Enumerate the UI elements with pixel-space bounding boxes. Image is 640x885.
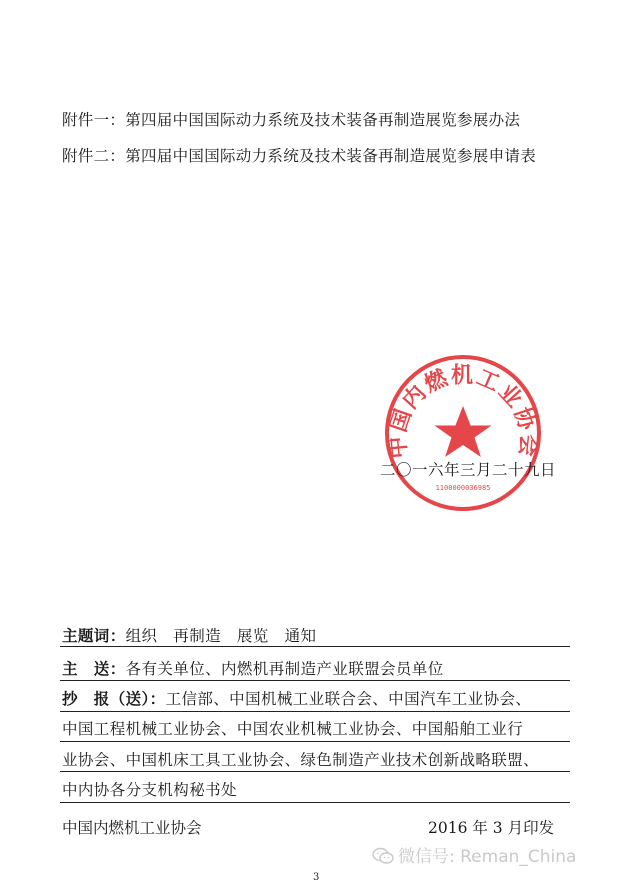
wechat-icon: [372, 847, 394, 865]
divider: [60, 802, 570, 803]
attachment-2: 附件二：第四届中国国际动力系统及技术装备再制造展览参展申请表: [62, 147, 537, 165]
cc-row-1: [62, 687, 531, 709]
subject-label: 主题词：: [62, 626, 126, 645]
seal-number: 1100000036985: [435, 484, 491, 492]
document-date: 二〇一六年三月二十九日: [380, 461, 557, 479]
send-to-row: [62, 657, 444, 679]
cc-label: 抄 报（送）：: [62, 689, 166, 708]
send-to-label: 主 送：: [62, 659, 126, 678]
page-number: 3: [313, 872, 320, 883]
divider: [60, 680, 570, 681]
cc-line-4: 中内协各分支机构秘书处: [62, 781, 237, 799]
divider: [60, 711, 570, 712]
printed-date: 2016 年 3 月印发: [428, 819, 555, 837]
watermark-text: 微信号: Reman_China: [398, 847, 577, 867]
send-to-value: 各有关单位、内燃机再制造产业联盟会员单位: [125, 660, 444, 678]
cc-line-2: 中国工程机械工业协会、中国农业机械工业协会、中国船舶工业行: [62, 720, 524, 738]
star-icon: [435, 406, 492, 457]
divider: [60, 771, 570, 772]
cc-line-1: 工信部、中国机械工业联合会、中国汽车工业协会、: [165, 690, 532, 708]
watermark: [372, 842, 576, 867]
subject-value: 组织 再制造 展览 通知: [125, 627, 317, 645]
cc-line-3: 业协会、中国机床工具工业协会、绿色制造产业技术创新战略联盟、: [62, 751, 540, 769]
divider: [60, 741, 570, 742]
seal-arc-text: 中国内燃机工业协会: [385, 363, 541, 460]
issuer: 中国内燃机工业协会: [62, 819, 202, 837]
divider: [60, 646, 570, 647]
subject-row: [62, 624, 316, 646]
attachment-1: 附件一：第四届中国国际动力系统及技术装备再制造展览参展办法: [62, 111, 521, 129]
official-seal: [382, 352, 544, 514]
